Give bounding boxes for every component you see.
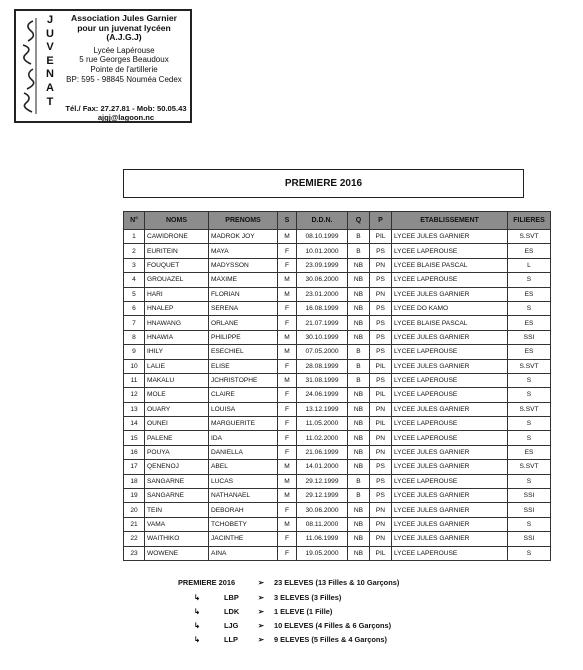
cell-col-sexe: M	[278, 330, 297, 344]
cell-col-sexe: M	[278, 489, 297, 503]
cell-col-etablissement: LYCEE JULES GARNIER	[392, 517, 508, 531]
cell-col-q: NB	[348, 287, 370, 301]
cell-col-noms: HNAWANG	[145, 316, 209, 330]
cell-col-prenoms: ESECHIEL	[209, 345, 278, 359]
cell-col-filieres: SSI	[508, 532, 551, 546]
cell-col-prenoms: CLAIRE	[209, 388, 278, 402]
cell-col-filieres: L	[508, 258, 551, 272]
cell-col-etablissement: LYCEE JULES GARNIER	[392, 489, 508, 503]
cell-col-etablissement: LYCEE JULES GARNIER	[392, 359, 508, 373]
summary-code: LJG	[224, 621, 239, 630]
cell-col-q: NB	[348, 330, 370, 344]
table-body	[124, 230, 551, 561]
cell-col-number: 4	[124, 273, 145, 287]
arrow-icon: ➢	[257, 607, 265, 616]
vertical-letter: U	[46, 27, 54, 40]
cell-col-prenoms: JCHRISTOPHE	[209, 373, 278, 387]
table-row	[124, 445, 551, 459]
header-col-p: P	[370, 212, 392, 230]
cell-col-number: 1	[124, 230, 145, 244]
cell-col-filieres: ES	[508, 345, 551, 359]
cell-col-sexe: F	[278, 301, 297, 315]
cell-col-sexe: F	[278, 532, 297, 546]
table-row	[124, 431, 551, 445]
cell-col-noms: HNALEP	[145, 301, 209, 315]
summary-value: 1 ELEVE (1 Fille)	[274, 607, 333, 616]
cell-col-q: NB	[348, 258, 370, 272]
cell-col-number: 10	[124, 359, 145, 373]
cell-col-noms: POUYA	[145, 445, 209, 459]
table-row	[124, 388, 551, 402]
cell-col-number: 6	[124, 301, 145, 315]
cell-col-filieres: SSI	[508, 330, 551, 344]
table-row	[124, 287, 551, 301]
cell-col-noms: LALIE	[145, 359, 209, 373]
subitem-arrow-icon: ↳	[193, 621, 201, 630]
cell-col-noms: SANGARNE	[145, 474, 209, 488]
cell-col-sexe: M	[278, 474, 297, 488]
cell-col-filieres: S.SVT	[508, 359, 551, 373]
header-col-q: Q	[348, 212, 370, 230]
table-row	[124, 230, 551, 244]
cell-col-etablissement: LYCEE DO KAMO	[392, 301, 508, 315]
cell-col-etablissement: LYCEE LAPEROUSE	[392, 431, 508, 445]
cell-col-sexe: M	[278, 273, 297, 287]
cell-col-etablissement: LYCEE JULES GARNIER	[392, 445, 508, 459]
table-row	[124, 359, 551, 373]
cell-col-filieres: ES	[508, 287, 551, 301]
header-col-etablissement: ETABLISSEMENT	[392, 212, 508, 230]
cell-col-number: 3	[124, 258, 145, 272]
cell-col-ddn: 30.06.2000	[297, 503, 348, 517]
address-line: BP: 595 - 98845 Nouméa Cedex	[66, 74, 182, 84]
cell-col-prenoms: TCHOBETY	[209, 517, 278, 531]
cell-col-ddn: 10.01.2000	[297, 244, 348, 258]
cell-col-p: PS	[370, 273, 392, 287]
arrow-icon: ➢	[257, 593, 265, 602]
cell-col-q: B	[348, 230, 370, 244]
cell-col-number: 2	[124, 244, 145, 258]
table-row	[124, 273, 551, 287]
arrow-icon: ➢	[257, 635, 265, 644]
cell-col-noms: GROUAZEL	[145, 273, 209, 287]
arrow-icon: ➢	[257, 578, 265, 587]
cell-col-q: NB	[348, 532, 370, 546]
cell-col-number: 22	[124, 532, 145, 546]
cell-col-number: 15	[124, 431, 145, 445]
cell-col-etablissement: LYCEE LAPEROUSE	[392, 546, 508, 560]
contact-block	[60, 104, 192, 122]
cell-col-ddn: 19.05.2000	[297, 546, 348, 560]
cell-col-sexe: M	[278, 230, 297, 244]
cell-col-filieres: S	[508, 517, 551, 531]
table-row	[124, 301, 551, 315]
cell-col-sexe: M	[278, 517, 297, 531]
cell-col-filieres: S.SVT	[508, 402, 551, 416]
cell-col-p: PIL	[370, 417, 392, 431]
cell-col-number: 17	[124, 460, 145, 474]
cell-col-p: PS	[370, 330, 392, 344]
header-col-sexe: S	[278, 212, 297, 230]
vertical-letter: N	[46, 68, 54, 81]
cell-col-number: 16	[124, 445, 145, 459]
cell-col-noms: SANGARNE	[145, 489, 209, 503]
cell-col-p: PS	[370, 373, 392, 387]
cell-col-p: PS	[370, 345, 392, 359]
cell-col-prenoms: MARGUERITE	[209, 417, 278, 431]
cell-col-number: 20	[124, 503, 145, 517]
cell-col-ddn: 13.12.1999	[297, 402, 348, 416]
cell-col-noms: VAMA	[145, 517, 209, 531]
cell-col-prenoms: FLORIAN	[209, 287, 278, 301]
cell-col-prenoms: SERENA	[209, 301, 278, 315]
cell-col-ddn: 29.12.1999	[297, 474, 348, 488]
cell-col-q: B	[348, 244, 370, 258]
cell-col-ddn: 30.10.1999	[297, 330, 348, 344]
cell-col-q: B	[348, 474, 370, 488]
cell-col-number: 23	[124, 546, 145, 560]
summary-value: 3 ELEVES (3 Filles)	[274, 593, 342, 602]
cell-col-prenoms: DEBORAH	[209, 503, 278, 517]
vertical-letter: J	[46, 14, 54, 26]
cell-col-q: NB	[348, 316, 370, 330]
cell-col-sexe: M	[278, 460, 297, 474]
cell-col-p: PS	[370, 474, 392, 488]
cell-col-ddn: 21.07.1999	[297, 316, 348, 330]
cell-col-p: PS	[370, 460, 392, 474]
cell-col-sexe: F	[278, 503, 297, 517]
cell-col-ddn: 29.12.1999	[297, 489, 348, 503]
table-header-row	[124, 212, 551, 230]
cell-col-sexe: F	[278, 388, 297, 402]
cell-col-q: NB	[348, 503, 370, 517]
table-row	[124, 417, 551, 431]
cell-col-prenoms: ABEL	[209, 460, 278, 474]
summary-label: PREMIERE 2016	[178, 578, 236, 587]
cell-col-etablissement: LYCEE JULES GARNIER	[392, 287, 508, 301]
cell-col-q: NB	[348, 517, 370, 531]
cell-col-number: 18	[124, 474, 145, 488]
phone-fax: Tél./ Fax: 27.27.81 - Mob: 50.05.43	[65, 104, 187, 113]
cell-col-ddn: 08.11.2000	[297, 517, 348, 531]
page-title: PREMIERE 2016	[123, 169, 524, 198]
cell-col-prenoms: IDA	[209, 431, 278, 445]
cell-col-filieres: S	[508, 273, 551, 287]
subitem-arrow-icon: ↳	[193, 607, 201, 616]
cell-col-ddn: 11.02.2000	[297, 431, 348, 445]
table-row	[124, 532, 551, 546]
org-subtitle: pour un juvenat lycéen	[77, 22, 171, 33]
letterhead	[14, 9, 192, 123]
cell-col-sexe: F	[278, 431, 297, 445]
cell-col-prenoms: DANIELLA	[209, 445, 278, 459]
header-col-ddn: D.D.N.	[297, 212, 348, 230]
table-row	[124, 330, 551, 344]
cell-col-p: PN	[370, 445, 392, 459]
cell-col-number: 14	[124, 417, 145, 431]
cell-col-etablissement: LYCEE JULES GARNIER	[392, 402, 508, 416]
cell-col-prenoms: MAYA	[209, 244, 278, 258]
cell-col-number: 9	[124, 345, 145, 359]
cell-col-sexe: F	[278, 546, 297, 560]
cell-col-ddn: 11.06.1999	[297, 532, 348, 546]
header-col-noms: NOMS	[145, 212, 209, 230]
cell-col-ddn: 23.09.1999	[297, 258, 348, 272]
table-row	[124, 489, 551, 503]
cell-col-p: PN	[370, 431, 392, 445]
cell-col-filieres: ES	[508, 244, 551, 258]
table-row	[124, 546, 551, 560]
cell-col-sexe: F	[278, 359, 297, 373]
table-row	[124, 373, 551, 387]
address-line: 5 rue Georges Beaudoux	[79, 55, 169, 65]
cell-col-etablissement: LYCEE LAPEROUSE	[392, 345, 508, 359]
cell-col-ddn: 16.08.1999	[297, 301, 348, 315]
cell-col-p: PN	[370, 503, 392, 517]
cell-col-prenoms: PHILIPPE	[209, 330, 278, 344]
cell-col-q: NB	[348, 417, 370, 431]
cell-col-noms: MOLE	[145, 388, 209, 402]
org-abbr: (A.J.G.J)	[106, 32, 142, 43]
cell-col-ddn: 14.01.2000	[297, 460, 348, 474]
cell-col-sexe: M	[278, 373, 297, 387]
table-row	[124, 474, 551, 488]
cell-col-etablissement: LYCEE LAPEROUSE	[392, 474, 508, 488]
letterhead-text	[56, 14, 192, 84]
cell-col-filieres: ES	[508, 316, 551, 330]
juvenat-logo-icon	[19, 15, 39, 117]
cell-col-etablissement: LYCEE JULES GARNIER	[392, 230, 508, 244]
cell-col-q: NB	[348, 460, 370, 474]
cell-col-filieres: S	[508, 474, 551, 488]
cell-col-filieres: S	[508, 388, 551, 402]
cell-col-noms: HARI	[145, 287, 209, 301]
cell-col-sexe: F	[278, 402, 297, 416]
cell-col-noms: HNAWIA	[145, 330, 209, 344]
cell-col-sexe: F	[278, 258, 297, 272]
summary-value: 9 ELEVES (5 Filles & 4 Garçons)	[274, 635, 387, 644]
cell-col-noms: WOWENE	[145, 546, 209, 560]
cell-col-noms: OUNEI	[145, 417, 209, 431]
cell-col-ddn: 21.06.1999	[297, 445, 348, 459]
table-row	[124, 460, 551, 474]
cell-col-number: 12	[124, 388, 145, 402]
cell-col-prenoms: MADYSSON	[209, 258, 278, 272]
cell-col-etablissement: LYCEE LAPEROUSE	[392, 273, 508, 287]
cell-col-ddn: 28.08.1999	[297, 359, 348, 373]
vertical-word	[44, 14, 56, 109]
summary-code: LLP	[224, 635, 238, 644]
cell-col-filieres: S	[508, 431, 551, 445]
cell-col-q: NB	[348, 546, 370, 560]
cell-col-noms: WAITHIKO	[145, 532, 209, 546]
arrow-icon: ➢	[257, 621, 265, 630]
cell-col-noms: QENENOJ	[145, 460, 209, 474]
cell-col-q: B	[348, 359, 370, 373]
cell-col-ddn: 11.05.2000	[297, 417, 348, 431]
cell-col-p: PS	[370, 489, 392, 503]
cell-col-noms: EURITEIN	[145, 244, 209, 258]
cell-col-noms: FOUQUET	[145, 258, 209, 272]
cell-col-sexe: M	[278, 287, 297, 301]
table-row	[124, 517, 551, 531]
cell-col-noms: OUARY	[145, 402, 209, 416]
address-line: Pointe de l'artillerie	[90, 64, 158, 74]
cell-col-filieres: S	[508, 546, 551, 560]
cell-col-p: PIL	[370, 359, 392, 373]
cell-col-prenoms: NATHANAEL	[209, 489, 278, 503]
cell-col-sexe: F	[278, 417, 297, 431]
cell-col-etablissement: LYCEE JULES GARNIER	[392, 532, 508, 546]
cell-col-etablissement: LYCEE JULES GARNIER	[392, 330, 508, 344]
cell-col-p: PS	[370, 244, 392, 258]
cell-col-q: NB	[348, 301, 370, 315]
cell-col-ddn: 07.05.2000	[297, 345, 348, 359]
table-row	[124, 402, 551, 416]
cell-col-q: B	[348, 345, 370, 359]
cell-col-etablissement: LYCEE JULES GARNIER	[392, 460, 508, 474]
cell-col-p: PN	[370, 517, 392, 531]
table-row	[124, 316, 551, 330]
cell-col-noms: MAKALU	[145, 373, 209, 387]
cell-col-q: NB	[348, 402, 370, 416]
address-line: Lycée Lapérouse	[93, 45, 155, 55]
cell-col-number: 13	[124, 402, 145, 416]
cell-col-number: 19	[124, 489, 145, 503]
vertical-letter: T	[46, 95, 54, 108]
email: ajgj@lagoon.nc	[97, 113, 155, 122]
cell-col-ddn: 31.08.1999	[297, 373, 348, 387]
cell-col-ddn: 24.06.1999	[297, 388, 348, 402]
cell-col-sexe: F	[278, 316, 297, 330]
cell-col-prenoms: ORLANE	[209, 316, 278, 330]
cell-col-etablissement: LYCEE BLAISE PASCAL	[392, 258, 508, 272]
cell-col-prenoms: MADROK JOY	[209, 230, 278, 244]
cell-col-ddn: 30.06.2000	[297, 273, 348, 287]
summary-value: 10 ELEVES (4 Filles & 6 Garçons)	[274, 621, 392, 630]
summary-code: LDK	[224, 607, 240, 616]
subitem-arrow-icon: ↳	[193, 593, 201, 602]
cell-col-number: 8	[124, 330, 145, 344]
cell-col-filieres: SSI	[508, 503, 551, 517]
cell-col-sexe: F	[278, 445, 297, 459]
cell-col-etablissement: LYCEE LAPEROUSE	[392, 417, 508, 431]
table-row	[124, 345, 551, 359]
org-name: Association Jules Garnier	[70, 13, 178, 23]
vertical-letter: V	[46, 41, 54, 54]
cell-col-etablissement: LYCEE JULES GARNIER	[392, 503, 508, 517]
cell-col-prenoms: MAXIME	[209, 273, 278, 287]
summary-code: LBP	[224, 593, 239, 602]
cell-col-noms: TEIN	[145, 503, 209, 517]
cell-col-number: 21	[124, 517, 145, 531]
cell-col-q: B	[348, 489, 370, 503]
cell-col-q: NB	[348, 273, 370, 287]
cell-col-q: NB	[348, 388, 370, 402]
cell-col-filieres: S.SVT	[508, 230, 551, 244]
cell-col-filieres: ES	[508, 445, 551, 459]
cell-col-p: PS	[370, 301, 392, 315]
cell-col-noms: CAWIDRONE	[145, 230, 209, 244]
table-row	[124, 503, 551, 517]
subitem-arrow-icon: ↳	[193, 635, 201, 644]
cell-col-p: PN	[370, 287, 392, 301]
cell-col-p: PN	[370, 258, 392, 272]
cell-col-q: B	[348, 373, 370, 387]
header-col-number: N°	[124, 212, 145, 230]
cell-col-p: PS	[370, 316, 392, 330]
cell-col-noms: IHILY	[145, 345, 209, 359]
cell-col-prenoms: ELISE	[209, 359, 278, 373]
cell-col-q: NB	[348, 431, 370, 445]
cell-col-number: 5	[124, 287, 145, 301]
cell-col-filieres: SSI	[508, 489, 551, 503]
cell-col-etablissement: LYCEE LAPEROUSE	[392, 388, 508, 402]
vertical-letter: E	[46, 54, 54, 67]
table-row	[124, 244, 551, 258]
students-table	[123, 211, 551, 561]
cell-col-etablissement: LYCEE BLAISE PASCAL	[392, 316, 508, 330]
cell-col-prenoms: AINA	[209, 546, 278, 560]
cell-col-p: PN	[370, 402, 392, 416]
cell-col-filieres: S	[508, 301, 551, 315]
cell-col-sexe: F	[278, 244, 297, 258]
cell-col-number: 11	[124, 373, 145, 387]
cell-col-filieres: S	[508, 373, 551, 387]
cell-col-filieres: S	[508, 417, 551, 431]
table-row	[124, 258, 551, 272]
cell-col-p: PN	[370, 532, 392, 546]
cell-col-etablissement: LYCEE LAPEROUSE	[392, 244, 508, 258]
vertical-letter: A	[46, 81, 54, 94]
cell-col-etablissement: LYCEE LAPEROUSE	[392, 373, 508, 387]
cell-col-prenoms: LUCAS	[209, 474, 278, 488]
cell-col-prenoms: LOUISA	[209, 402, 278, 416]
cell-col-sexe: M	[278, 345, 297, 359]
cell-col-noms: PALENE	[145, 431, 209, 445]
cell-col-p: PIL	[370, 546, 392, 560]
cell-col-ddn: 08.10.1999	[297, 230, 348, 244]
cell-col-prenoms: JACINTHE	[209, 532, 278, 546]
cell-col-q: NB	[348, 445, 370, 459]
cell-col-filieres: S.SVT	[508, 460, 551, 474]
header-col-prenoms: PRENOMS	[209, 212, 278, 230]
cell-col-p: PIL	[370, 388, 392, 402]
cell-col-p: PIL	[370, 230, 392, 244]
summary-total: 23 ELEVES (13 Filles & 10 Garçons)	[274, 578, 400, 587]
header-col-filieres: FILIERES	[508, 212, 551, 230]
cell-col-ddn: 23.01.2000	[297, 287, 348, 301]
cell-col-number: 7	[124, 316, 145, 330]
